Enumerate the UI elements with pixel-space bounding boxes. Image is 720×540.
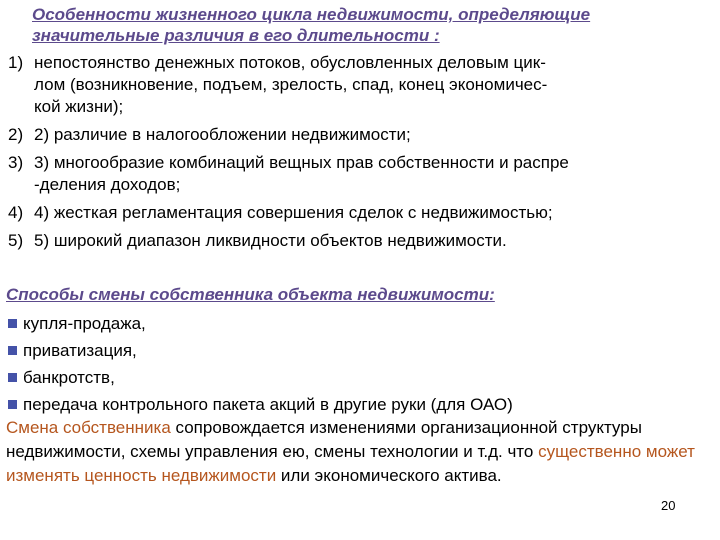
para-text: сопровождается изменениями организационной структуры недвижимости, схемы управления ею, смены технологии и т.д. что [6, 418, 642, 461]
slide-title [8, 4, 708, 46]
list-item [8, 202, 714, 224]
list-item [8, 52, 714, 118]
item-text: 2) различие в налогообложении недвижимости; [34, 125, 411, 144]
bullet-item [6, 364, 712, 391]
item-text: 4) жесткая регламентация совершения сделок с недвижимостью; [34, 203, 553, 222]
ownership-change-section [6, 284, 712, 488]
item-text: 5) широкий диапазон ликвидности объектов недвижимости. [34, 231, 507, 250]
summary-paragraph [6, 416, 712, 488]
item-number: 5) [8, 231, 24, 250]
list-item [8, 124, 714, 146]
square-bullet-icon [8, 373, 17, 382]
bullet-item [6, 391, 712, 418]
item-number: 3) [8, 153, 24, 172]
bullet-item [6, 337, 712, 364]
highlight-owner-change: Смена собственника [6, 418, 171, 437]
page-number: 20 [661, 498, 676, 513]
item-text: непостоянство денежных потоков, обусловленных деловым цик- лом (возникновение, подъем, зрелость, спад, конец экономичес- кой жизни); [34, 53, 548, 116]
bullet-text: банкротств, [23, 368, 115, 387]
numbered-list [8, 52, 714, 258]
square-bullet-icon [8, 346, 17, 355]
square-bullet-icon [8, 400, 17, 409]
para-text-end: или экономического актива. [276, 466, 502, 485]
bullet-item [6, 310, 712, 337]
item-number: 2) [8, 125, 24, 144]
bullet-text: передача контрольного пакета акций в другие руки (для ОАО) [23, 395, 513, 414]
list-item [8, 230, 714, 252]
square-bullet-icon [8, 319, 17, 328]
item-number: 4) [8, 203, 24, 222]
item-number: 1) [8, 53, 24, 72]
highlight-value-change: существенно может изменять ценность недвижимости [6, 442, 695, 485]
list-item [8, 152, 714, 196]
title-line-2: значительные различия в его длительности : [32, 26, 440, 45]
bullet-text: купля-продажа, [23, 314, 146, 333]
title-line-1: Особенности жизненного цикла недвижимости, определяющие [32, 5, 591, 24]
item-text: 3) многообразие комбинаций вещных прав собственности и распре -деления доходов; [34, 153, 569, 194]
section-title: Способы смены собственника объекта недвижимости: [6, 285, 495, 304]
bullet-text: приватизация, [23, 341, 137, 360]
